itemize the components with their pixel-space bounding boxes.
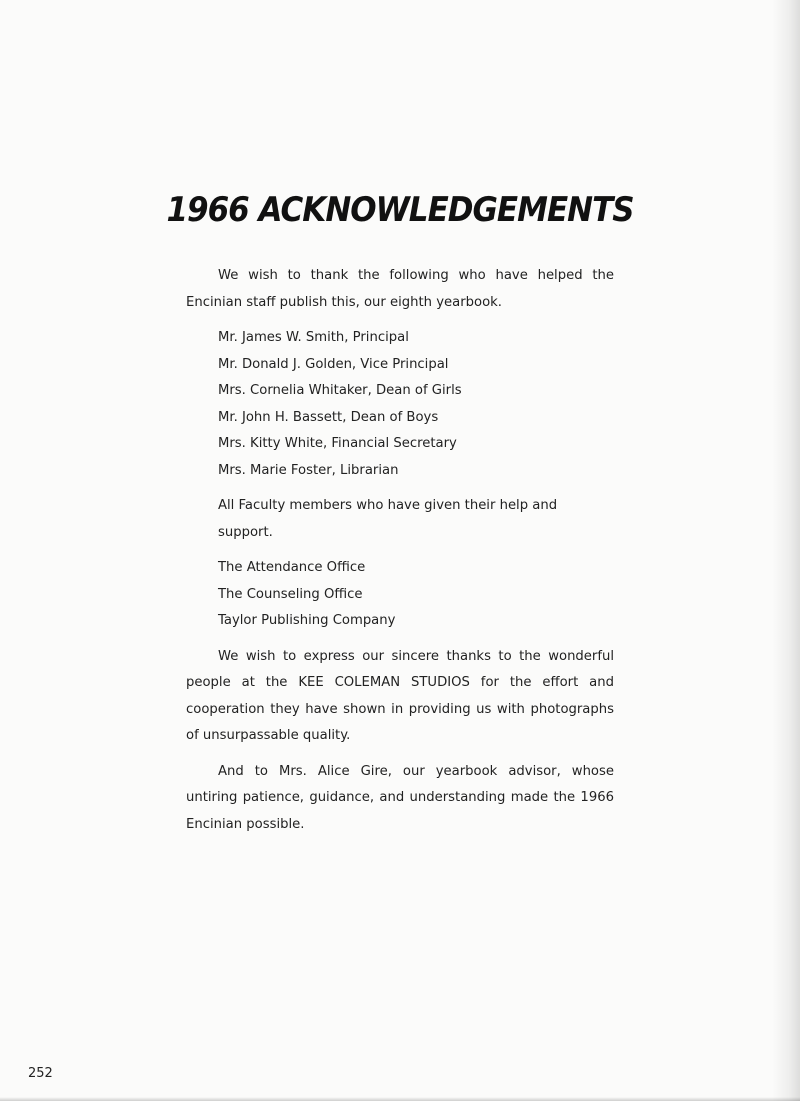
staff-item: Mr. Donald J. Golden, Vice Principal [218,356,449,372]
studio-paragraph: We wish to express our sincere thanks to the wonderful people at the KEE COLEMAN STUDIOS for the effort and cooperation they have shown in providing us with photographs of unsurpassable quality. [186,648,614,743]
advisor-paragraph: And to Mrs. Alice Gire, our yearbook advisor, whose untiring patience, guidance, and understanding made the 1966 Encinian possible. [186,763,614,832]
page-title: 1966 ACKNOWLEDGEMENTS [166,190,634,230]
page-edge-shadow [772,0,800,1101]
staff-item: Mrs. Cornelia Whitaker, Dean of Girls [218,383,462,398]
office-item: The Counseling Office [218,586,363,602]
staff-item: Mr. James W. Smith, Principal [218,330,409,345]
staff-item: Mrs. Kitty White, Financial Secretary [218,436,457,451]
staff-list [218,325,614,484]
page-number: 252 [28,1066,53,1081]
staff-item: Mrs. Marie Foster, Librarian [218,462,399,478]
office-item: Taylor Publishing Company [218,613,396,628]
page-bottom-edge [0,1097,800,1101]
intro-paragraph: We wish to thank the following who have helped the Encinian staff publish this, our eighth yearbook. [186,268,614,310]
faculty-line: All Faculty members who have given their help and support. [218,498,558,540]
offices-list [218,555,614,635]
staff-item: Mr. John H. Bassett, Dean of Boys [218,409,439,425]
office-item: The Attendance Office [218,560,366,575]
acknowledgements-body [186,263,614,847]
